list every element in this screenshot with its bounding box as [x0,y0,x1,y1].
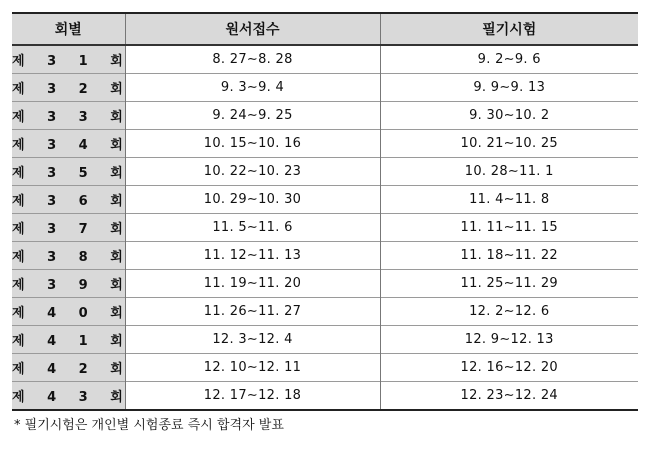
written-exam-date-cell: 12. 9∼12. 13 [380,326,638,354]
header-round: 회별 [12,13,125,45]
written-exam-date-cell: 9. 2∼9. 6 [380,45,638,74]
written-exam-date-cell: 12. 23∼12. 24 [380,382,638,411]
table-row [12,186,638,214]
footnote: * 필기시험은 개인별 시험종료 즉시 합격자 발표 [14,418,284,433]
written-exam-date-cell: 12. 16∼12. 20 [380,354,638,382]
schedule-document [12,12,638,433]
round-cell: 제 3 4 회 [12,130,125,158]
written-exam-date-cell: 9. 9∼9. 13 [380,74,638,102]
header-application: 원서접수 [125,13,380,45]
table-row [12,326,638,354]
table-row [12,382,638,411]
application-date-cell: 9. 24∼9. 25 [125,102,380,130]
application-date-cell: 9. 3∼9. 4 [125,74,380,102]
written-exam-date-cell: 11. 18∼11. 22 [380,242,638,270]
table-row [12,102,638,130]
written-exam-date-cell: 10. 28∼11. 1 [380,158,638,186]
table-row [12,74,638,102]
application-date-cell: 12. 17∼12. 18 [125,382,380,411]
header-written-exam: 필기시험 [380,13,638,45]
round-cell: 제 3 9 회 [12,270,125,298]
application-date-cell: 11. 12∼11. 13 [125,242,380,270]
exam-schedule-table [12,12,638,411]
written-exam-date-cell: 10. 21∼10. 25 [380,130,638,158]
application-date-cell: 11. 5∼11. 6 [125,214,380,242]
round-cell: 제 3 6 회 [12,186,125,214]
round-cell: 제 3 8 회 [12,242,125,270]
application-date-cell: 12. 3∼12. 4 [125,326,380,354]
round-cell: 제 4 2 회 [12,354,125,382]
table-row [12,130,638,158]
written-exam-date-cell: 11. 4∼11. 8 [380,186,638,214]
round-cell: 제 3 5 회 [12,158,125,186]
table-row [12,242,638,270]
table-header-row [12,13,638,45]
application-date-cell: 11. 26∼11. 27 [125,298,380,326]
application-date-cell: 10. 15∼10. 16 [125,130,380,158]
round-cell: 제 3 7 회 [12,214,125,242]
written-exam-date-cell: 11. 11∼11. 15 [380,214,638,242]
table-row [12,45,638,74]
round-cell: 제 3 1 회 [12,45,125,74]
application-date-cell: 10. 22∼10. 23 [125,158,380,186]
table-row [12,270,638,298]
round-cell: 제 4 1 회 [12,326,125,354]
application-date-cell: 12. 10∼12. 11 [125,354,380,382]
table-row [12,298,638,326]
round-cell: 제 3 3 회 [12,102,125,130]
written-exam-date-cell: 12. 2∼12. 6 [380,298,638,326]
application-date-cell: 10. 29∼10. 30 [125,186,380,214]
round-cell: 제 3 2 회 [12,74,125,102]
application-date-cell: 8. 27∼8. 28 [125,45,380,74]
table-row [12,354,638,382]
written-exam-date-cell: 11. 25∼11. 29 [380,270,638,298]
table-row [12,214,638,242]
round-cell: 제 4 0 회 [12,298,125,326]
table-row [12,158,638,186]
round-cell: 제 4 3 회 [12,382,125,411]
written-exam-date-cell: 9. 30∼10. 2 [380,102,638,130]
application-date-cell: 11. 19∼11. 20 [125,270,380,298]
